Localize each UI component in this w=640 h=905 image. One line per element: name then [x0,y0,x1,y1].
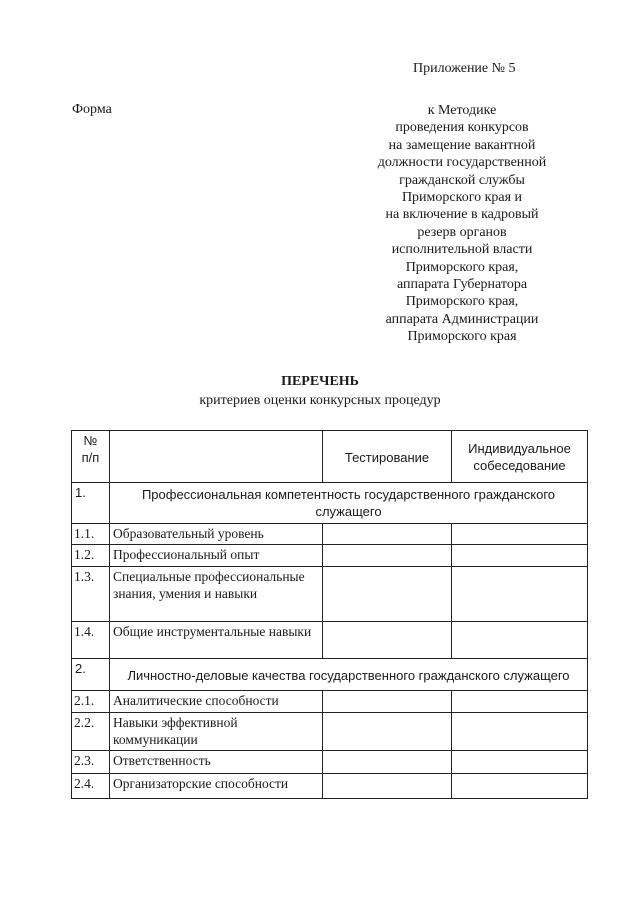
row-number: 1.3. [72,567,110,622]
row-number: 2.3. [72,751,110,774]
header-interview-line1: Индивидуальное [468,441,571,456]
approval-line: на замещение вакантной [388,137,536,153]
row-testing-cell [323,774,452,799]
approval-line: гражданской службы [399,172,525,188]
row-interview-cell [452,713,588,751]
header-cell-name [110,431,323,483]
row-number: 2.2. [72,713,110,751]
row-testing-cell [323,545,452,567]
document-title: ПЕРЕЧЕНЬ [281,374,359,389]
approval-line: Приморского края и [401,190,523,206]
header-cell-number [72,431,110,483]
approval-line: аппарата Администрации [385,311,539,327]
row-testing-cell [323,622,452,659]
criteria-table [71,430,588,799]
row-criterion: Аналитические способности [110,691,323,713]
row-interview-cell [452,524,588,545]
row-criterion: Организаторские способности [110,774,323,799]
row-criterion: Ответственность [110,751,323,774]
row-interview-cell [452,751,588,774]
approval-line: исполнительной власти [391,242,533,258]
table-row [72,774,588,799]
row-interview-cell [452,774,588,799]
section-title: Профессиональная компетентность государственного гражданского служащего [110,483,588,524]
row-number: 2.1. [72,691,110,713]
header-number-sign: № [83,433,98,448]
approval-block [352,102,572,346]
row-number: 2.4. [72,774,110,799]
section-title: Личностно-деловые качества государственного гражданского служащего [110,659,588,691]
section-row [72,483,588,524]
row-criterion: Навыки эффективной коммуникации [110,713,323,751]
table-row [72,524,588,545]
table-row [72,691,588,713]
header-interview-line2: собеседование [473,458,566,473]
row-interview-cell [452,545,588,567]
section-row [72,659,588,691]
table-row [72,567,588,622]
table-row [72,713,588,751]
row-criterion: Образовательный уровень [110,524,323,545]
approval-line: Приморского края, [405,294,519,310]
appendix-label: Приложение № 5 [413,61,516,76]
row-number: 1.2. [72,545,110,567]
table-row [72,545,588,567]
form-label: Форма [72,102,112,117]
row-criterion: Специальные профессиональные знания, умения и навыки [110,567,323,622]
approval-line: к Методике [427,103,497,118]
header-number-abbr: п/п [81,450,100,465]
table-header-row [72,431,588,483]
approval-line: резерв органов [417,224,507,240]
approval-line: должности государственной [377,155,547,171]
row-interview-cell [452,622,588,659]
approval-line: аппарата Губернатора [396,277,528,293]
document-subtitle: критериев оценки конкурсных процедур [199,393,441,408]
approval-line: проведения конкурсов [395,120,529,136]
approval-line: на включение в кадровый [385,207,539,223]
row-number: 1.1. [72,524,110,545]
row-testing-cell [323,713,452,751]
row-criterion: Общие инструментальные навыки [110,622,323,659]
header-cell-testing: Тестирование [323,431,452,483]
row-interview-cell [452,567,588,622]
approval-line: Приморского края [407,329,517,345]
table-row [72,751,588,774]
row-interview-cell [452,691,588,713]
row-number: 1.4. [72,622,110,659]
approval-line: Приморского края, [405,259,519,275]
header-cell-interview [452,431,588,483]
section-number: 2. [72,659,110,691]
row-testing-cell [323,567,452,622]
row-testing-cell [323,524,452,545]
row-criterion: Профессиональный опыт [110,545,323,567]
row-testing-cell [323,751,452,774]
row-testing-cell [323,691,452,713]
table-row [72,622,588,659]
section-number: 1. [72,483,110,524]
